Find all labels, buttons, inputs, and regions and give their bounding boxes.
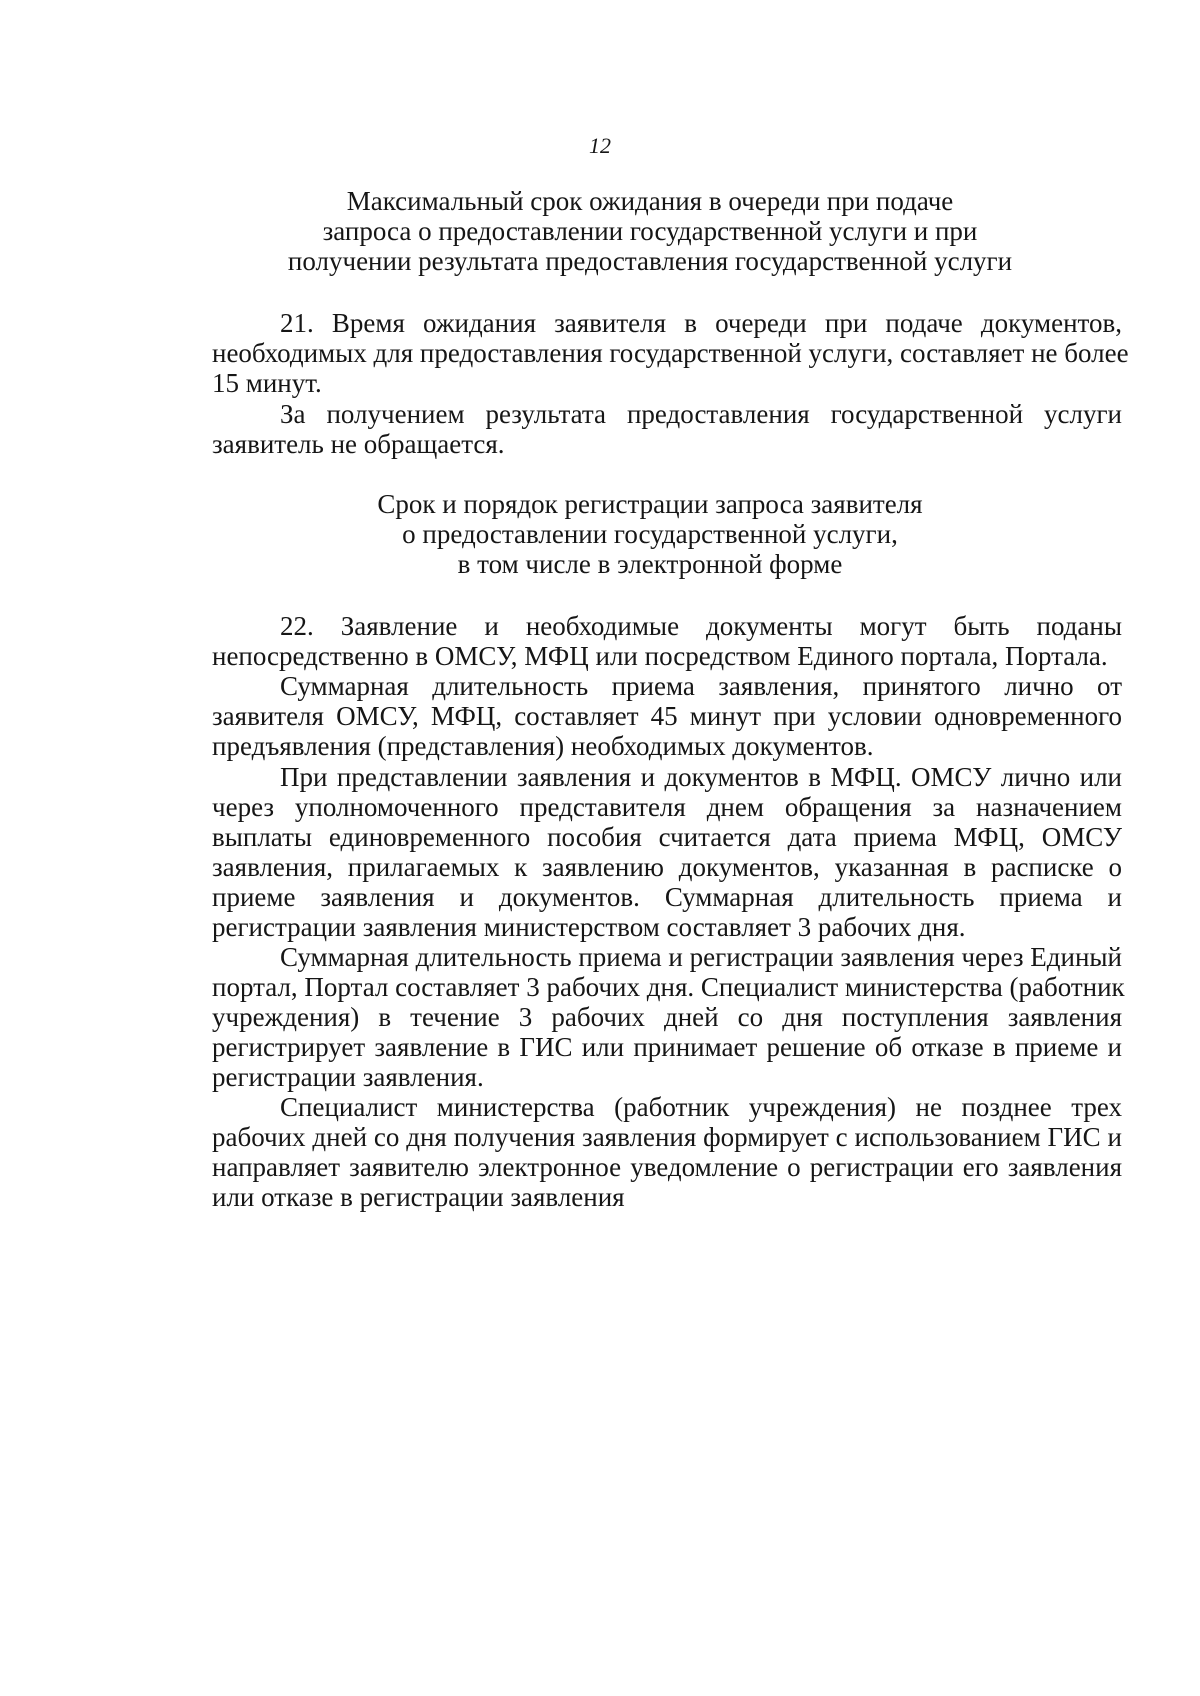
page-number: 12 [589,133,611,158]
text-line: заявитель не обращается. [212,429,505,459]
text-line: регистрации заявления. [212,1062,484,1092]
paragraph-portal-registration [212,942,1125,1092]
text-line: За получением результата предоставления государственной услуги [280,399,1122,429]
text-line: 21. Время ожидания заявителя в очереди при подаче документов, [280,308,1122,338]
text-line: регистрации заявления министерством составляет 3 рабочих дня. [212,912,966,942]
paragraph-21 [212,308,1129,398]
section-heading-registration [200,489,1100,579]
paragraph-reception-duration [212,671,1122,761]
text-line: Специалист министерства (работник учреждения) не позднее трех [280,1092,1122,1122]
heading-line: о предоставлении государственной услуги, [402,519,898,549]
text-line: 15 минут. [212,368,322,398]
text-line: Суммарная длительность приема заявления, принятого лично от [280,671,1122,701]
paragraph-22 [212,611,1122,671]
text-line: необходимых для предоставления государственной услуги, составляет не более [212,338,1129,368]
text-line: приеме заявления и документов. Суммарная длительность приема и [212,882,1122,912]
text-line: портал, Портал составляет 3 рабочих дня. Специалист министерства (работник [212,972,1125,1002]
heading-line: в том числе в электронной форме [457,549,843,579]
text-line: предъявления (представления) необходимых документов. [212,731,874,761]
text-line: заявления, прилагаемых к заявлению документов, указанная в расписке о [212,852,1122,882]
text-line: через уполномоченного представителя днем обращения за назначением [212,792,1122,822]
text-line: рабочих дней со дня получения заявления формирует с использованием ГИС и [212,1122,1122,1152]
heading-line: Максимальный срок ожидания в очереди при подаче [346,186,954,216]
heading-line: запроса о предоставлении государственной услуги и при [322,216,978,246]
paragraph-result-not-requested [212,399,1122,459]
paragraph-notification [212,1092,1122,1212]
section-heading-waiting-time [200,186,1100,276]
paragraph-mfc-submission [212,762,1122,942]
text-line: учреждения) в течение 3 рабочих дней со дня поступления заявления [212,1002,1122,1032]
heading-line: Срок и порядок регистрации запроса заявителя [377,489,923,519]
text-line: 22. Заявление и необходимые документы могут быть поданы [280,611,1122,641]
text-line: Суммарная длительность приема и регистрации заявления через Единый [280,942,1122,972]
text-line: заявителя ОМСУ, МФЦ, составляет 45 минут при условии одновременного [212,701,1122,731]
text-line: непосредственно в ОМСУ, МФЦ или посредством Единого портала, Портала. [212,641,1108,671]
heading-line: получении результата предоставления государственной услуги [287,246,1013,276]
text-line: направляет заявителю электронное уведомление о регистрации его заявления [212,1152,1122,1182]
text-line: При представлении заявления и документов в МФЦ. ОМСУ лично или [280,762,1122,792]
text-line: или отказе в регистрации заявления [212,1182,625,1212]
text-line: выплаты единовременного пособия считается дата приема МФЦ, ОМСУ [212,822,1122,852]
text-line: регистрирует заявление в ГИС или принимает решение об отказе в приеме и [212,1032,1122,1062]
